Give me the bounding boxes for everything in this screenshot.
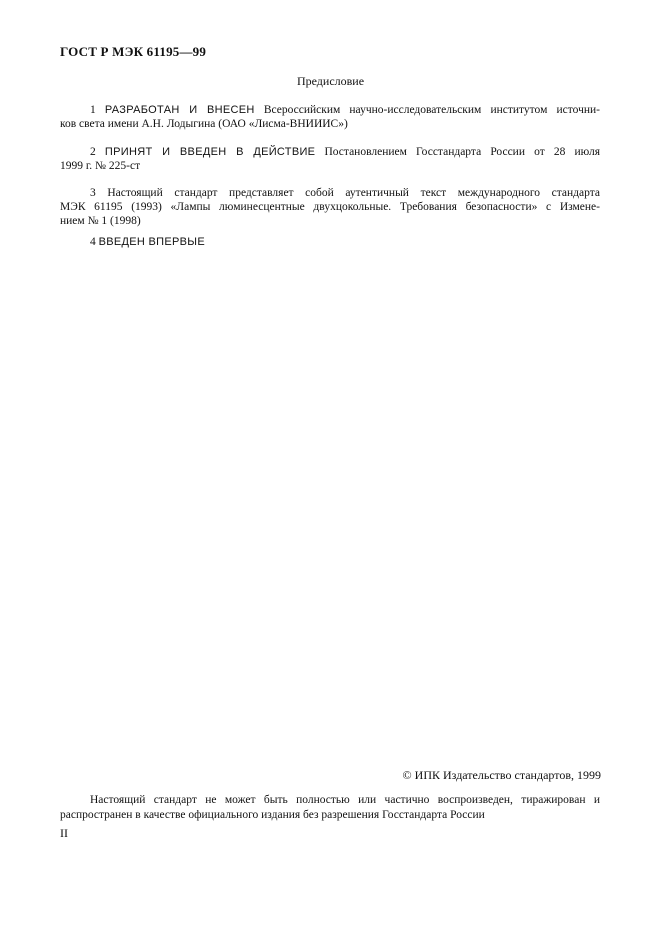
item-3-line-1 (60, 186, 600, 200)
foreword-item-3 (60, 186, 600, 228)
item-1-line-1 (60, 103, 600, 117)
item-2-number: 2 (90, 146, 96, 158)
foreword-heading: Предисловие (296, 74, 365, 88)
notice-line-2: распространен в качестве официального издания без разрешения Госстандарта России (60, 809, 485, 821)
foreword-item-1 (60, 103, 600, 131)
item-2-text: Постановлением Госстандарта России от 28 июля (324, 146, 601, 158)
item-2-lead: ПРИНЯТ И ВВЕДЕН В ДЕЙСТВИЕ (104, 146, 316, 158)
item-3-line-3: нием № 1 (1998) (60, 215, 141, 227)
item-2-line-2: 1999 г. № 225-ст (60, 160, 141, 172)
item-3-line-2: МЭК 61195 (1993) «Лампы люминесцентные двухцокольные. Требования безопасности» с Измене- (60, 201, 600, 213)
item-1-number: 1 (90, 104, 96, 116)
document-code: ГОСТ Р МЭК 61195—99 (60, 44, 207, 59)
item-4-number: 4 (90, 236, 96, 248)
copyright-notice: © ИПК Издательство стандартов, 1999 (402, 768, 601, 782)
foreword-item-4 (60, 235, 600, 249)
item-3-text: Настоящий стандарт представляет собой аутентичный текст международного стандарта (107, 187, 600, 199)
page-number: II (60, 826, 68, 840)
item-4-line-1 (60, 235, 600, 249)
item-3-number: 3 (90, 187, 96, 199)
reproduction-notice (60, 793, 600, 823)
item-1-text: Всероссийским научно-исследовательским институтом источни- (263, 104, 600, 116)
item-1-line-2: ков света имени А.Н. Лодыгина (ОАО «Лисма-ВНИИИС») (60, 118, 348, 130)
item-1-lead: РАЗРАБОТАН И ВНЕСЕН (104, 104, 255, 116)
notice-line-1: Настоящий стандарт не может быть полностью или частично воспроизведен, тиражирован и (90, 794, 600, 806)
item-4-lead: ВВЕДЕН ВПЕРВЫЕ (98, 236, 205, 248)
foreword-item-2 (60, 145, 600, 173)
item-2-line-1 (60, 145, 600, 159)
